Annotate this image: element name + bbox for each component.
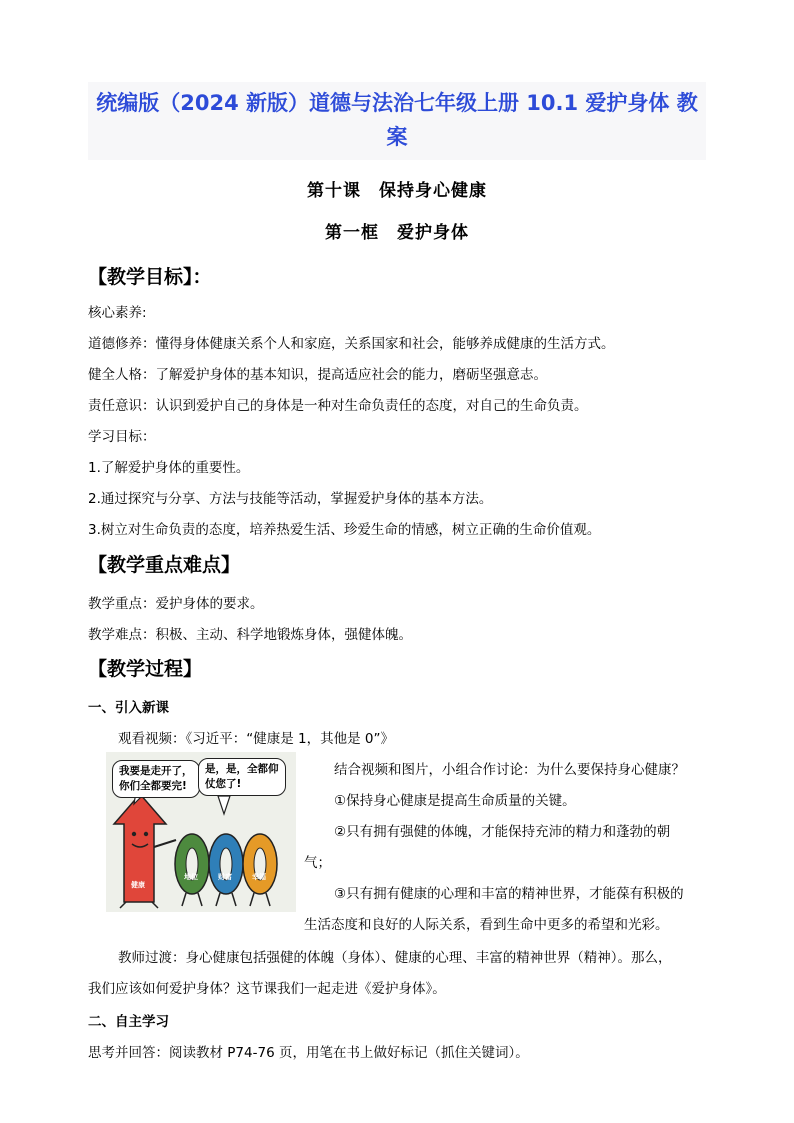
label-health: 健康 [131, 881, 145, 889]
teacher-transition-line-2: 我们应该如何爱护身体？这节课我们一起走进《爱护身体》。 [88, 981, 446, 997]
teaching-difficulty: 教学难点：积极、主动、科学地锻炼身体，强健体魄。 [88, 627, 412, 643]
health-cartoon-image [106, 752, 296, 912]
frame-heading [0, 218, 794, 243]
speech-bubble-one [112, 760, 200, 798]
learning-goal-2: 2.通过探究与分享、方法与技能等活动，掌握爱护身体的基本方法。 [88, 491, 493, 507]
core-literacy-label: 核心素养: [88, 305, 147, 321]
reason-point-2-line-2: 气； [304, 855, 331, 871]
speech-bubble-zeros [198, 758, 286, 796]
objectives-heading: 【教学目标】： [88, 266, 212, 288]
document-title [88, 82, 706, 160]
speech-bubble-zeros-line-1: 是，是，全都仰 [205, 763, 279, 775]
frame-title: 爱护身体 [397, 223, 469, 243]
process-heading: 【教学过程】 [88, 658, 203, 680]
discussion-prompt: 结合视频和图片，小组合作讨论：为什么要保持身心健康？ [334, 762, 685, 778]
think-and-answer-line: 思考并回答：阅读教材 P74-76 页，用笔在书上做好标记（抓住关键词）。 [88, 1045, 529, 1061]
speech-bubble-one-line-2: 你们全都要完! [119, 780, 187, 792]
frame-label: 第一框 [325, 223, 379, 243]
reason-point-3-line-1: ③只有拥有健康的心理和丰富的精神世界，才能葆有积极的 [334, 886, 684, 902]
learning-goal-1: 1.了解爱护身体的重要性。 [88, 460, 250, 476]
reason-point-2-line-1: ②只有拥有强健的体魄，才能保持充沛的精力和蓬勃的朝 [334, 824, 671, 840]
key-points-heading: 【教学重点难点】 [88, 554, 241, 576]
document-title-line-1: 统编版（2024 新版）道德与法治七年级上册 10.1 爱护身体 教 [96, 91, 698, 115]
lesson-title: 保持身心健康 [379, 181, 487, 201]
teacher-transition-line-1: 教师过渡：身心健康包括强健的体魄（身体）、健康的心理、丰富的精神世界（精神）。那么， [118, 950, 672, 966]
label-happiness: 幸福 [252, 873, 266, 881]
learning-goal-3: 3.树立对生命负责的态度，培养热爱生活、珍爱生命的情感，树立正确的生命价值观。 [88, 522, 601, 538]
core-item-personality: 健全人格：了解爱护身体的基本知识，提高适应社会的能力，磨砺坚强意志。 [88, 367, 547, 383]
speech-bubble-zeros-line-2: 仗您了! [205, 778, 242, 790]
section-intro-title: 一、引入新课 [88, 700, 169, 716]
video-line: 观看视频：《习近平：“健康是 1，其他是 0”》 [118, 731, 394, 747]
lesson-heading [0, 176, 794, 201]
label-wealth: 财富 [218, 873, 232, 881]
section-self-study-title: 二、自主学习 [88, 1014, 169, 1030]
core-item-morality: 道德修养：懂得身体健康关系个人和家庭，关系国家和社会，能够养成健康的生活方式。 [88, 336, 615, 352]
document-title-line-2: 案 [386, 125, 408, 149]
label-status: 地位 [184, 873, 198, 881]
lesson-label: 第十课 [307, 181, 361, 201]
core-item-responsibility: 责任意识：认识到爱护自己的身体是一种对生命负责任的态度，对自己的生命负责。 [88, 398, 588, 414]
reason-point-1: ①保持身心健康是提高生命质量的关键。 [334, 793, 576, 809]
reason-point-3-line-2: 生活态度和良好的人际关系，看到生命中更多的希望和光彩。 [304, 917, 669, 933]
speech-bubble-one-line-1: 我要是走开了， [119, 765, 193, 777]
teaching-key-point: 教学重点：爱护身体的要求。 [88, 596, 264, 612]
learning-goals-label: 学习目标： [88, 429, 156, 445]
